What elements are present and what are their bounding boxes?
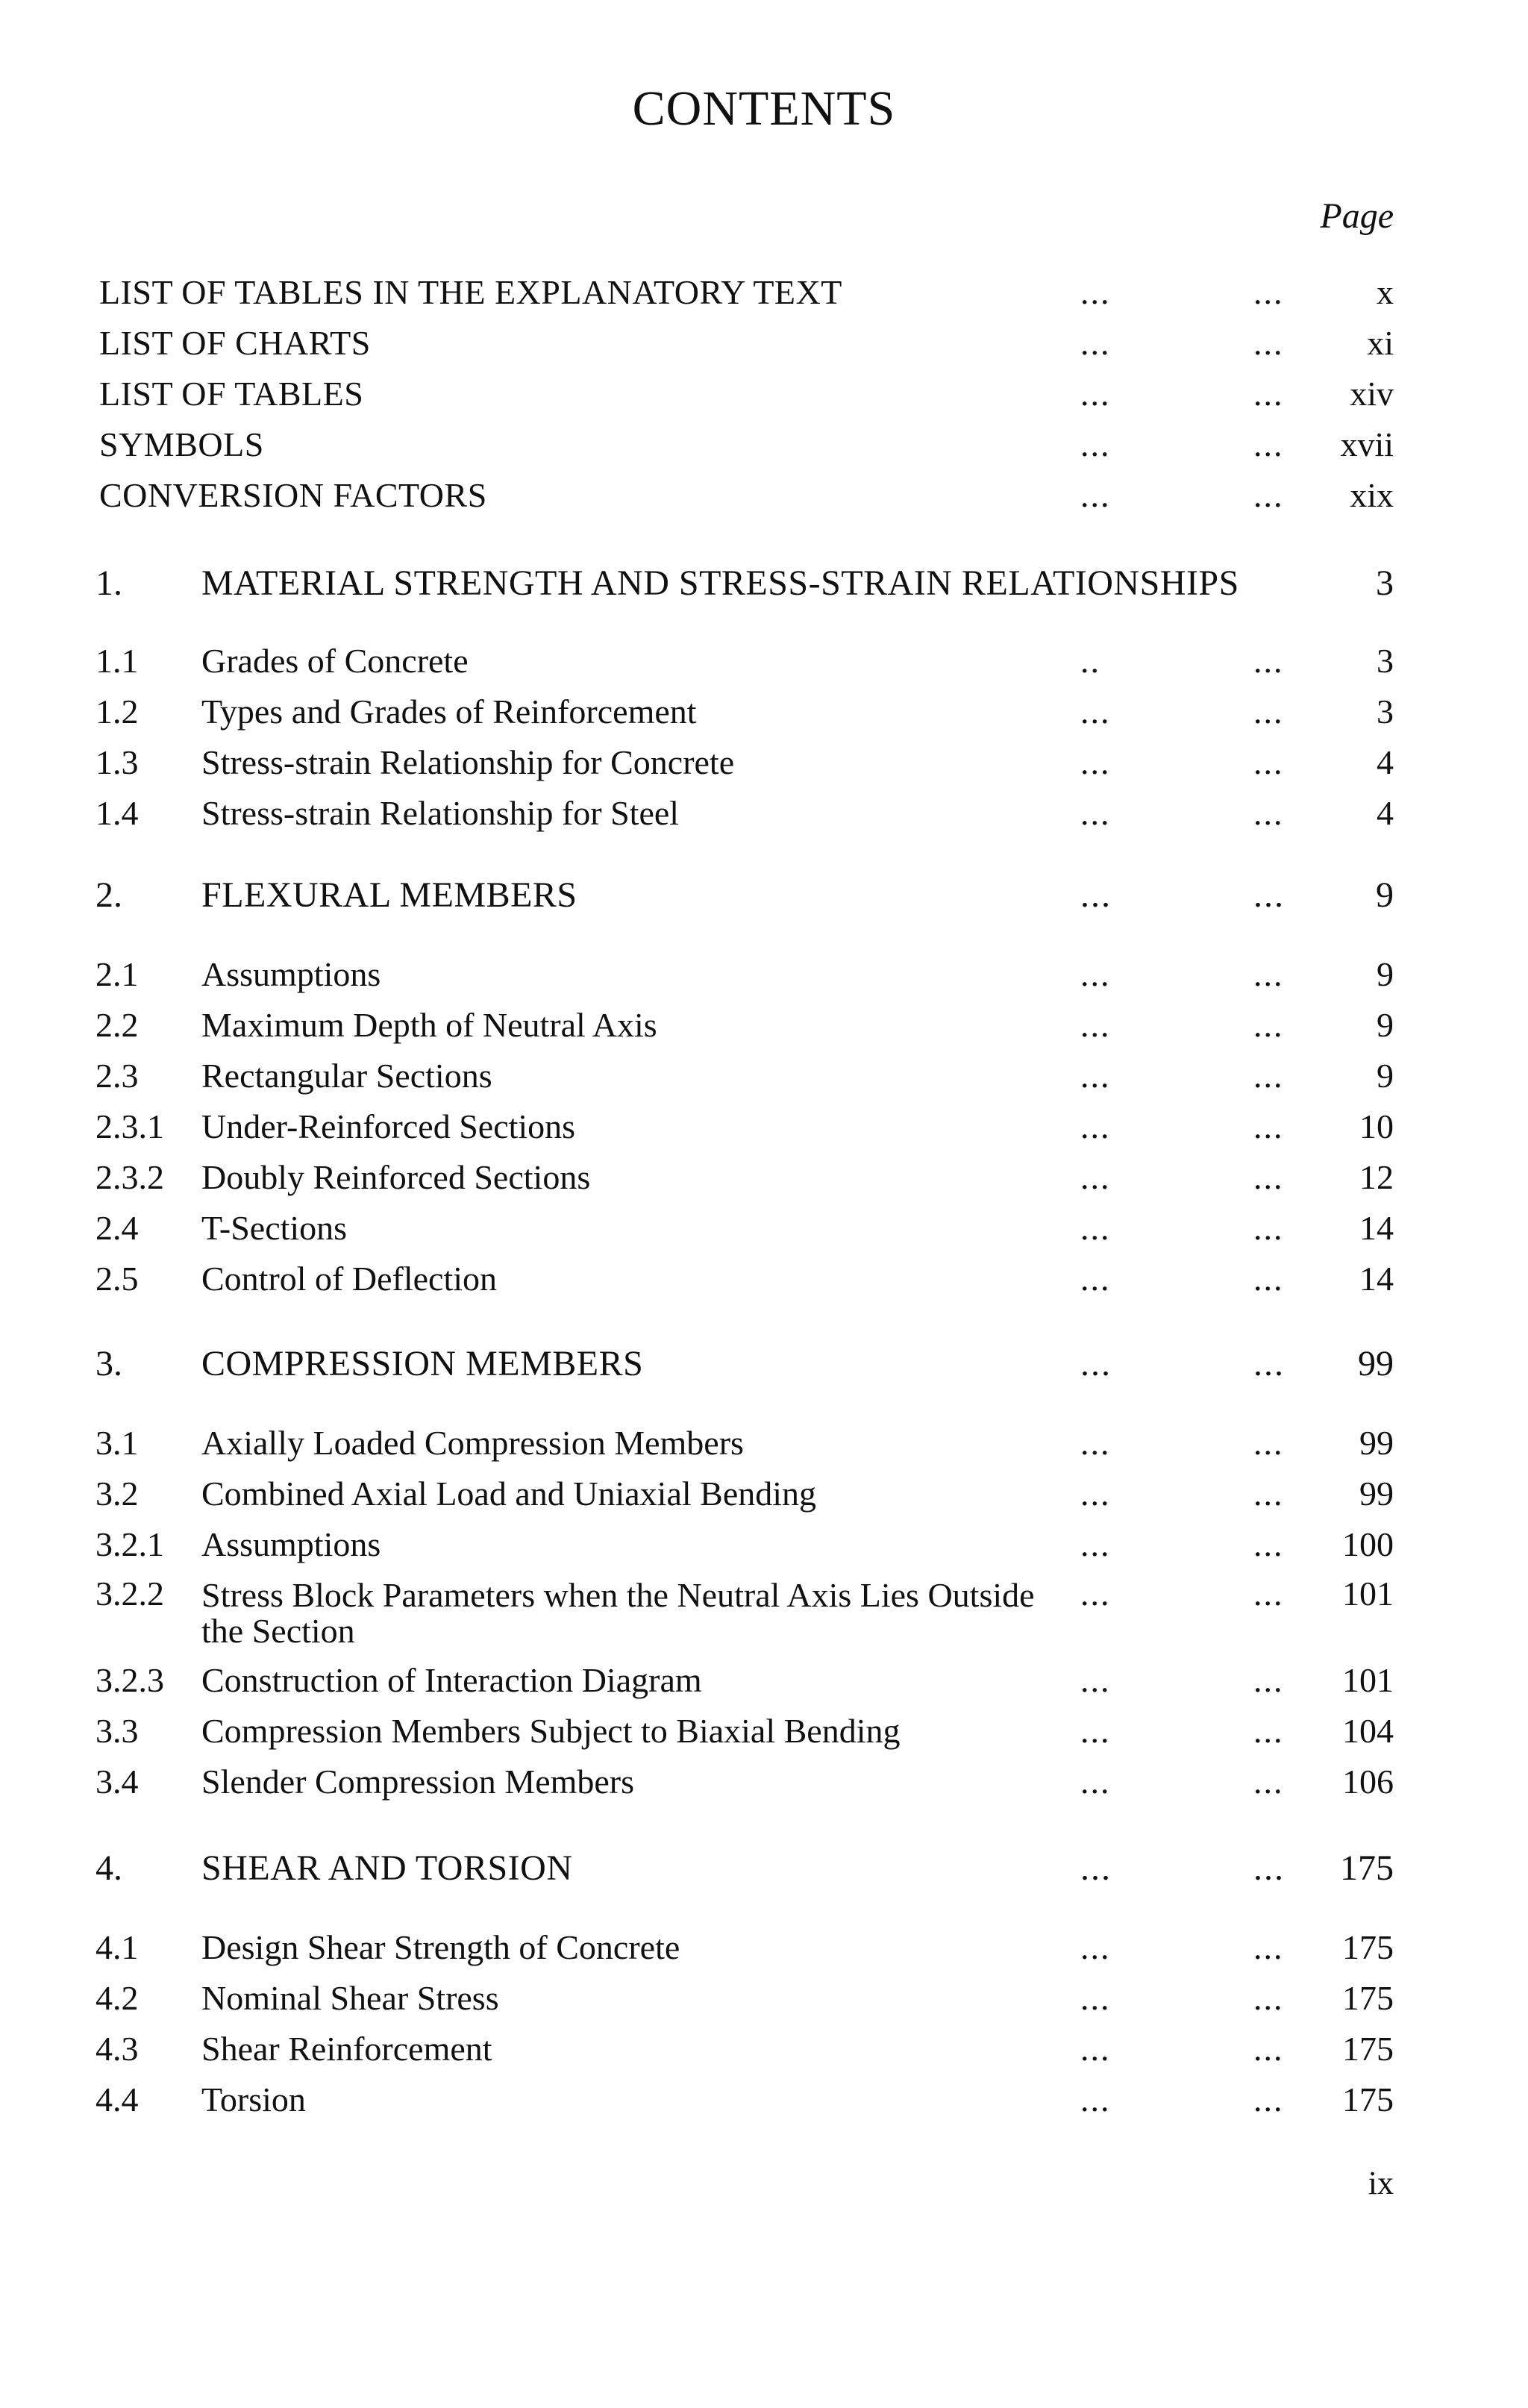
leader-dots: ...	[1253, 1057, 1284, 1095]
toc-entry-title: Axially Loaded Compression Members	[201, 1424, 744, 1462]
toc-entry-title: Stress-strain Relationship for Steel	[201, 794, 680, 832]
toc-entry-title: Combined Axial Load and Uniaxial Bending	[201, 1474, 817, 1513]
leader-dots: ...	[1080, 1712, 1111, 1750]
toc-entry-page: 10	[1359, 1107, 1394, 1145]
toc-entry-number: 2.3	[96, 1057, 139, 1095]
toc-entry-title: FLEXURAL MEMBERS	[201, 875, 577, 915]
toc-entry-number: 3.	[96, 1344, 122, 1383]
toc-entry-title: Grades of Concrete	[201, 642, 469, 680]
leader-dots: ...	[1080, 324, 1111, 362]
leader-dots: ...	[1253, 1107, 1284, 1145]
toc-entry-page: 3	[1376, 563, 1394, 603]
toc-entry-page: 175	[1342, 2080, 1394, 2118]
leader-dots: ...	[1253, 743, 1284, 781]
leader-dots: ...	[1080, 1006, 1111, 1044]
toc-entry-title: Doubly Reinforced Sections	[201, 1158, 591, 1196]
toc-entry-number: 3.2.1	[96, 1525, 164, 1563]
toc-entry-3-4	[0, 1760, 1528, 1804]
toc-entry-4-1	[0, 1925, 1528, 1970]
toc-entry-title: T-Sections	[201, 1209, 348, 1247]
toc-entry-number: 1.3	[96, 743, 139, 781]
toc-chapter-3	[0, 1342, 1528, 1386]
leader-dots: ...	[1080, 1661, 1111, 1699]
toc-entry-page: xiv	[1350, 375, 1394, 413]
leader-dots: ...	[1080, 273, 1111, 311]
toc-entry-number: 1.2	[96, 692, 139, 731]
leader-dots: ...	[1253, 1344, 1285, 1383]
toc-entry-page: 4	[1377, 743, 1394, 781]
toc-chapter-1	[0, 561, 1528, 606]
leader-dots: ...	[1080, 1848, 1112, 1888]
toc-entry-2-3-2	[0, 1155, 1528, 1200]
leader-dots: ...	[1253, 1006, 1284, 1044]
leader-dots: ...	[1253, 273, 1284, 311]
leader-dots: ...	[1253, 2030, 1284, 2068]
toc-entry-title: Stress-strain Relationship for Concrete	[201, 743, 735, 781]
toc-entry-number: 3.2	[96, 1474, 139, 1513]
toc-entry-front-4	[0, 422, 1528, 467]
toc-entry-page: 9	[1377, 1006, 1394, 1044]
toc-entry-number: 3.1	[96, 1424, 139, 1462]
leader-dots: ...	[1080, 476, 1111, 514]
leader-dots: ...	[1080, 1424, 1111, 1462]
leader-dots: ...	[1080, 1158, 1111, 1196]
toc-entry-page: 175	[1342, 1928, 1394, 1966]
leader-dots: ...	[1253, 1661, 1284, 1699]
leader-dots: ...	[1080, 2030, 1111, 2068]
toc-entry-title: Assumptions	[201, 1525, 381, 1563]
leader-dots: ...	[1080, 1057, 1111, 1095]
toc-entry-3-1	[0, 1421, 1528, 1466]
toc-entry-1-1	[0, 639, 1528, 684]
toc-entry-page: 12	[1359, 1158, 1394, 1196]
toc-entry-title: Slender Compression Members	[201, 1763, 635, 1801]
toc-entry-title: CONVERSION FACTORS	[99, 476, 487, 514]
toc-entry-2-5	[0, 1257, 1528, 1301]
leader-dots: ...	[1080, 1574, 1111, 1613]
leader-dots: ...	[1080, 1474, 1111, 1513]
page-number: ix	[1368, 2165, 1394, 2201]
toc-entry-title: SYMBOLS	[99, 425, 264, 463]
toc-entry-title: Control of Deflection	[201, 1260, 498, 1298]
toc-entry-title: LIST OF TABLES IN THE EXPLANATORY TEXT	[99, 273, 842, 311]
leader-dots: ...	[1253, 324, 1284, 362]
toc-entry-1-4	[0, 791, 1528, 836]
leader-dots: ...	[1080, 1928, 1111, 1966]
toc-entry-number: 2.5	[96, 1260, 139, 1298]
toc-entry-title: Stress Block Parameters when the Neutral Axis Lies Outside the Section	[201, 1576, 1035, 1650]
toc-entry-number: 4.4	[96, 2080, 139, 2118]
toc-chapter-2	[0, 873, 1528, 918]
leader-dots: ...	[1080, 875, 1112, 915]
toc-entry-number: 3.2.2	[96, 1574, 164, 1613]
toc-entry-2-1	[0, 952, 1528, 997]
leader-dots: ...	[1080, 2080, 1111, 2118]
leader-dots: ...	[1080, 955, 1111, 993]
toc-entry-3-2-3	[0, 1658, 1528, 1703]
leader-dots: ...	[1253, 1158, 1284, 1196]
toc-chapter-4	[0, 1846, 1528, 1891]
leader-dots: ...	[1253, 794, 1284, 832]
toc-entry-page: 175	[1342, 2030, 1394, 2068]
toc-entry-2-3	[0, 1054, 1528, 1098]
toc-entry-title: Nominal Shear Stress	[201, 1979, 499, 2017]
toc-entry-2-4	[0, 1206, 1528, 1251]
page-title: CONTENTS	[632, 81, 896, 136]
toc-entry-page: 3	[1377, 642, 1394, 680]
leader-dots: ...	[1253, 1260, 1284, 1298]
toc-entry-page: 9	[1377, 1057, 1394, 1095]
toc-entry-front-2	[0, 321, 1528, 366]
toc-entry-number: 3.4	[96, 1763, 139, 1801]
leader-dots: ...	[1080, 1107, 1111, 1145]
toc-entry-page: 99	[1359, 1424, 1394, 1462]
toc-entry-2-2	[0, 1003, 1528, 1048]
toc-entry-3-3	[0, 1709, 1528, 1754]
toc-entry-number: 4.1	[96, 1928, 139, 1966]
toc-entry-title: COMPRESSION MEMBERS	[201, 1344, 644, 1383]
toc-entry-page: 100	[1342, 1525, 1394, 1563]
leader-dots: ...	[1253, 1424, 1284, 1462]
toc-entry-3-2	[0, 1472, 1528, 1516]
leader-dots: ...	[1080, 1525, 1111, 1563]
toc-entry-number: 4.3	[96, 2030, 139, 2068]
toc-entry-number: 4.2	[96, 1979, 139, 2017]
toc-entry-front-3	[0, 372, 1528, 416]
toc-entry-page: 4	[1377, 794, 1394, 832]
leader-dots: ...	[1080, 425, 1111, 463]
leader-dots: ...	[1253, 1928, 1284, 1966]
leader-dots: ..	[1080, 642, 1100, 680]
leader-dots: ...	[1253, 1712, 1284, 1750]
toc-entry-number: 2.	[96, 875, 122, 915]
leader-dots: ...	[1253, 955, 1284, 993]
toc-entry-number: 1.	[96, 563, 122, 603]
leader-dots: ...	[1253, 476, 1284, 514]
toc-entry-title: Torsion	[201, 2080, 306, 2118]
toc-entry-1-2	[0, 689, 1528, 734]
toc-entry-4-4	[0, 2077, 1528, 2122]
toc-entry-page: xix	[1350, 476, 1394, 514]
leader-dots: ...	[1253, 1574, 1284, 1613]
toc-entry-page: 9	[1377, 955, 1394, 993]
toc-entry-title: Compression Members Subject to Biaxial Bending	[201, 1712, 901, 1750]
leader-dots: ...	[1253, 2080, 1284, 2118]
toc-entry-page: 101	[1342, 1661, 1394, 1699]
toc-entry-page: 175	[1342, 1979, 1394, 2017]
toc-entry-number: 2.3.1	[96, 1107, 164, 1145]
toc-entry-page: 14	[1359, 1209, 1394, 1247]
toc-entry-number: 2.1	[96, 955, 139, 993]
toc-entry-number: 2.3.2	[96, 1158, 164, 1196]
toc-entry-page: 14	[1359, 1260, 1394, 1298]
leader-dots: ...	[1253, 875, 1285, 915]
leader-dots: ...	[1253, 1763, 1284, 1801]
toc-entry-number: 4.	[96, 1848, 122, 1888]
leader-dots: ...	[1080, 1344, 1112, 1383]
leader-dots: ...	[1080, 794, 1111, 832]
toc-entry-title: Under-Reinforced Sections	[201, 1107, 576, 1145]
leader-dots: ...	[1253, 642, 1284, 680]
toc-entry-page: 99	[1358, 1344, 1394, 1383]
leader-dots: ...	[1080, 1260, 1111, 1298]
toc-entry-4-2	[0, 1976, 1528, 2021]
toc-entry-number: 1.1	[96, 642, 139, 680]
toc-entry-page: 175	[1340, 1848, 1394, 1888]
toc-entry-page: xvii	[1340, 425, 1394, 463]
toc-entry-title: Shear Reinforcement	[201, 2030, 492, 2068]
toc-entry-title: LIST OF CHARTS	[99, 324, 371, 362]
toc-entry-title: Assumptions	[201, 955, 381, 993]
leader-dots: ...	[1080, 1763, 1111, 1801]
leader-dots: ...	[1253, 1979, 1284, 2017]
toc-entry-page: 9	[1376, 875, 1394, 915]
toc-entry-number: 3.2.3	[96, 1661, 164, 1699]
toc-entry-page: x	[1377, 273, 1394, 311]
toc-entry-number: 2.2	[96, 1006, 139, 1044]
toc-entry-page: 101	[1342, 1574, 1394, 1613]
page-column-label: Page	[1320, 196, 1394, 236]
toc-entry-title: Construction of Interaction Diagram	[201, 1661, 702, 1699]
toc-entry-front-5	[0, 473, 1528, 518]
leader-dots: ...	[1080, 743, 1111, 781]
leader-dots: ...	[1080, 1209, 1111, 1247]
toc-entry-title: Design Shear Strength of Concrete	[201, 1928, 680, 1966]
toc-entry-number: 2.4	[96, 1209, 139, 1247]
toc-entry-number: 3.3	[96, 1712, 139, 1750]
leader-dots: ...	[1253, 1209, 1284, 1247]
leader-dots: ...	[1253, 425, 1284, 463]
toc-entry-number: 1.4	[96, 794, 139, 832]
toc-entry-title: Maximum Depth of Neutral Axis	[201, 1006, 657, 1044]
leader-dots: ...	[1080, 692, 1111, 731]
toc-entry-title: LIST OF TABLES	[99, 375, 364, 413]
leader-dots: ...	[1253, 1474, 1284, 1513]
toc-entry-page: xi	[1367, 324, 1394, 362]
leader-dots: ...	[1253, 692, 1284, 731]
toc-entry-page: 106	[1342, 1763, 1394, 1801]
leader-dots: ...	[1253, 1525, 1284, 1563]
toc-entry-3-2-1	[0, 1522, 1528, 1567]
toc-entry-4-3	[0, 2027, 1528, 2071]
toc-entry-title: Types and Grades of Reinforcement	[201, 692, 697, 731]
leader-dots: ...	[1253, 1848, 1285, 1888]
toc-entry-front-1	[0, 270, 1528, 315]
toc-entry-title: SHEAR AND TORSION	[201, 1848, 573, 1888]
toc-entry-title: Rectangular Sections	[201, 1057, 492, 1095]
toc-entry-2-3-1	[0, 1104, 1528, 1149]
toc-entry-page: 104	[1342, 1712, 1394, 1750]
leader-dots: ...	[1253, 375, 1284, 413]
toc-entry-page: 3	[1377, 692, 1394, 731]
toc-entry-title: MATERIAL STRENGTH AND STRESS-STRAIN RELATIONSHIPS	[201, 563, 1239, 603]
leader-dots: ...	[1080, 1979, 1111, 2017]
toc-entry-3-2-2	[0, 1572, 1528, 1654]
leader-dots: ...	[1080, 375, 1111, 413]
toc-entry-1-3	[0, 740, 1528, 785]
toc-entry-page: 99	[1359, 1474, 1394, 1513]
